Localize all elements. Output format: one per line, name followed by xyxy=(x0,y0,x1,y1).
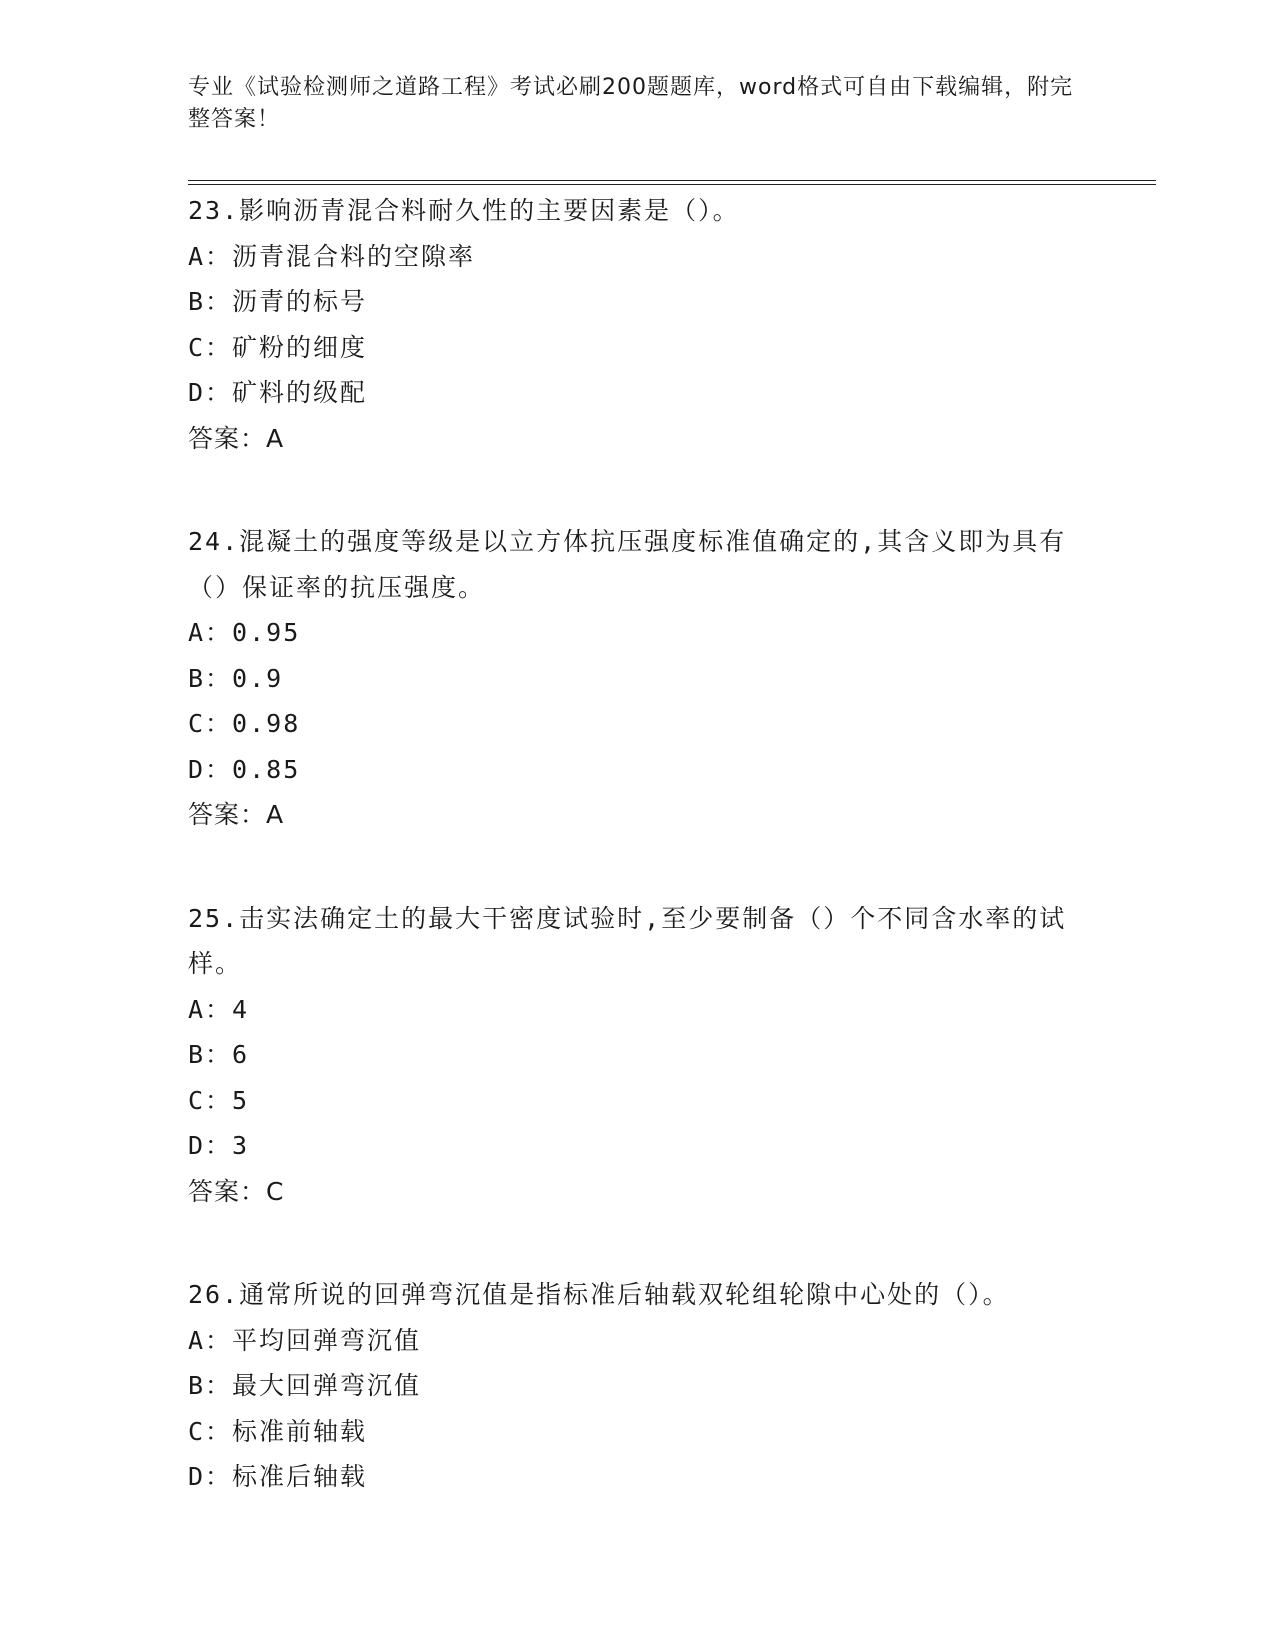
question-list xyxy=(188,188,1088,1558)
question-26 xyxy=(188,1272,1088,1500)
option-c: C：0.98 xyxy=(188,709,301,738)
header-divider xyxy=(188,180,1156,185)
question-23 xyxy=(188,188,1088,461)
option-b: B：最大回弹弯沉值 xyxy=(188,1371,422,1400)
answer-line: 答案：C xyxy=(188,1176,285,1206)
option-b: B：6 xyxy=(188,1040,250,1069)
option-d: D：3 xyxy=(188,1131,250,1160)
question-stem: 24.混凝土的强度等级是以立方体抗压强度标准值确定的,其含义即为具有（）保证率的抗压强度。 xyxy=(188,527,1067,602)
answer-line: 答案：A xyxy=(188,800,285,829)
answer-line: 答案：A xyxy=(188,423,285,453)
option-a: A：4 xyxy=(188,994,250,1024)
option-d: D：0.85 xyxy=(188,754,301,784)
option-a: A：0.95 xyxy=(188,618,301,647)
option-a: A：沥青混合料的空隙率 xyxy=(188,241,476,271)
option-c: C：5 xyxy=(188,1085,250,1115)
option-d: D：标准后轴载 xyxy=(188,1462,368,1491)
question-25 xyxy=(188,896,1088,1215)
option-b: B：0.9 xyxy=(188,663,284,693)
option-d: D：矿料的级配 xyxy=(188,378,368,407)
question-24 xyxy=(188,519,1088,838)
option-c: C：标准前轴载 xyxy=(188,1416,368,1446)
question-stem: 25.击实法确定土的最大干密度试验时,至少要制备（）个不同含水率的试样。 xyxy=(188,903,1067,978)
document-title: 专业《试验检测师之道路工程》考试必刷200题题库，word格式可自由下载编辑，附完整答案！ xyxy=(188,75,1074,132)
option-a: A：平均回弹弯沉值 xyxy=(188,1325,422,1355)
question-stem: 23.影响沥青混合料耐久性的主要因素是（）。 xyxy=(188,196,740,225)
option-b: B：沥青的标号 xyxy=(188,287,368,316)
question-stem: 26.通常所说的回弹弯沉值是指标准后轴载双轮组轮隙中心处的（）。 xyxy=(188,1280,1010,1309)
option-c: C：矿粉的细度 xyxy=(188,332,368,362)
